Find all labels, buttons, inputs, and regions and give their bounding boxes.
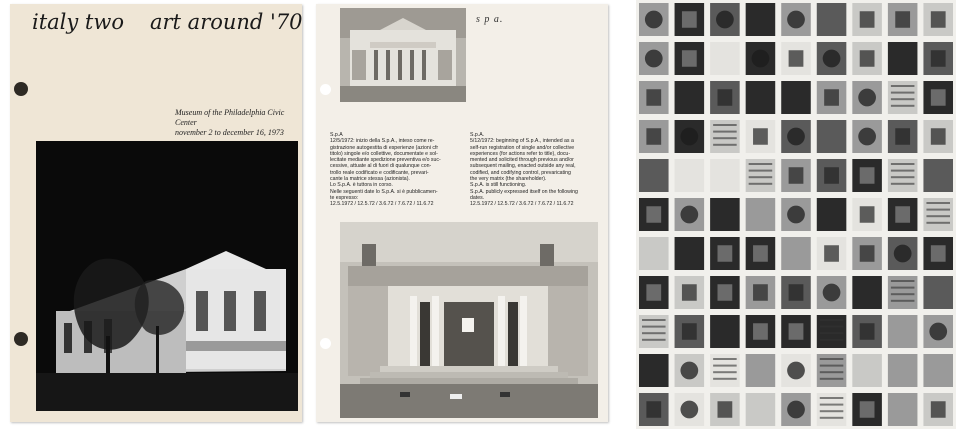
italian-text-column [330, 132, 458, 208]
artwork-thumbnail [675, 237, 705, 270]
artwork-thumbnail [923, 237, 953, 270]
text-line: S.p.A. is still functioning. [470, 182, 527, 189]
cover-info-line: Center [175, 118, 197, 127]
artwork-thumbnail [781, 354, 811, 387]
artwork-thumbnail [639, 42, 669, 75]
text-line: 12.5.1972 / 12.5.72 / 3.6.72 / 7.6.72 / 11.6.72 [470, 201, 574, 208]
artwork-thumbnail [817, 159, 847, 192]
text-line: mented and solicited through previous and/or [470, 157, 574, 164]
artwork-thumbnail [781, 120, 811, 153]
text-line: Nelle seguenti date lo S.p.A. si è pubblicamen- [330, 188, 438, 195]
text-line: 5/12/1972: beginning of S.p.A., intended as a [470, 138, 574, 145]
artwork-thumbnail [888, 120, 918, 153]
artwork-thumbnail [923, 276, 953, 309]
artwork-thumbnail [923, 81, 953, 114]
artwork-thumbnail [888, 81, 918, 114]
artwork-thumbnail [639, 276, 669, 309]
artwork-thumbnail [710, 3, 740, 36]
artwork-thumbnail [888, 315, 918, 348]
artwork-thumbnail [817, 120, 847, 153]
cover-title-left: italy two [32, 10, 124, 34]
artwork-thumbnail [639, 3, 669, 36]
artwork-thumbnail [639, 159, 669, 192]
page-header: s p a. [476, 14, 504, 25]
text-line: subsequent mailing, enacted outside any real, [470, 163, 576, 170]
artwork-thumbnail [710, 315, 740, 348]
artwork-thumbnail [817, 315, 847, 348]
artwork-thumbnail [888, 276, 918, 309]
building-photo-large [340, 222, 598, 418]
artwork-thumbnail [923, 120, 953, 153]
artwork-thumbnail [923, 42, 953, 75]
artwork-thumbnail [852, 354, 882, 387]
artwork-thumbnail [675, 120, 705, 153]
artwork-thumbnail [746, 354, 776, 387]
artwork-thumbnail [852, 159, 882, 192]
text-line: titolo) singole e/o collettive, documentate e sol- [330, 150, 438, 157]
text-line: gistrazione autogestita di esperienze (azioni cfr [330, 144, 439, 151]
artwork-thumbnail [675, 3, 705, 36]
artwork-thumbnail [817, 198, 847, 231]
artwork-thumbnail [923, 315, 953, 348]
artwork-thumbnail [710, 198, 740, 231]
text-line: S.p.A [330, 132, 343, 138]
text-line: cessive, attuate al di fuori di qualunque con- [330, 163, 432, 170]
text-line: dates. [470, 194, 485, 201]
artwork-thumbnail [675, 42, 705, 75]
artwork-thumbnail [888, 159, 918, 192]
artwork-thumbnail [852, 81, 882, 114]
artwork-thumbnail [675, 159, 705, 192]
cover-museum-night-photo [36, 141, 298, 411]
text-line: lecitate mediante spedizione preventiva e/o suc- [330, 157, 441, 164]
artwork-thumbnail [746, 237, 776, 270]
thumbnail-grid-svg [636, 0, 956, 429]
artwork-thumbnail [781, 198, 811, 231]
artwork-thumbnail [639, 354, 669, 387]
artwork-thumbnail [781, 237, 811, 270]
artwork-thumbnail [817, 3, 847, 36]
text-line: self-run registration of single and/or collective [470, 144, 575, 151]
artwork-thumbnail [817, 237, 847, 270]
artwork-thumbnail [710, 81, 740, 114]
artwork-thumbnail [710, 354, 740, 387]
artwork-thumbnail [888, 198, 918, 231]
artwork-thumbnail [675, 276, 705, 309]
text-line: trollo reale codificato e codificante, prevari- [330, 169, 429, 176]
artwork-thumbnail [923, 159, 953, 192]
artwork-thumbnail [852, 276, 882, 309]
artwork-thumbnail [639, 81, 669, 114]
artwork-thumbnail [817, 81, 847, 114]
artwork-thumbnail [852, 393, 882, 426]
artwork-thumbnail [852, 3, 882, 36]
artwork-thumbnail [710, 237, 740, 270]
cover-info-line: november 2 to december 16, 1973 [175, 128, 284, 137]
artwork-thumbnail [639, 393, 669, 426]
text-line: te espresso: [330, 194, 359, 201]
cover-title-right: art around '70 [150, 10, 303, 34]
artwork-thumbnail [781, 315, 811, 348]
artwork-thumbnail [746, 315, 776, 348]
artwork-thumbnail [888, 3, 918, 36]
artwork-thumbnail-grid [636, 0, 956, 429]
text-line: S.p.A. publicly expressed itself on the following [470, 188, 578, 195]
artwork-thumbnail [710, 393, 740, 426]
artwork-thumbnail [852, 315, 882, 348]
artwork-thumbnail [888, 42, 918, 75]
text-line: Lo S.p.A. è tuttora in corso. [330, 182, 393, 189]
artwork-thumbnail [923, 393, 953, 426]
artwork-thumbnail [781, 159, 811, 192]
artwork-thumbnail [852, 198, 882, 231]
binder-hole [14, 82, 28, 96]
building-photo-small [340, 8, 466, 102]
artwork-thumbnail [710, 159, 740, 192]
artwork-thumbnail [817, 393, 847, 426]
artwork-thumbnail [746, 393, 776, 426]
catalog-cover [10, 4, 302, 422]
artwork-thumbnail [746, 3, 776, 36]
text-line: S.p.A. [470, 132, 485, 138]
artwork-thumbnail [888, 237, 918, 270]
artwork-thumbnail [639, 198, 669, 231]
text-line: codified, and codifying control, prevaricating [470, 169, 571, 176]
artwork-thumbnail [852, 42, 882, 75]
artwork-thumbnail [746, 159, 776, 192]
artwork-thumbnail [675, 315, 705, 348]
artwork-thumbnail [746, 42, 776, 75]
text-line: 12.5.1972 / 12.5.72 / 3.6.72 / 7.6.72 / 11.6.72 [330, 201, 434, 208]
binder-hole [14, 332, 28, 346]
cover-exhibition-info [175, 108, 300, 138]
artwork-thumbnail [746, 276, 776, 309]
text-line: the very matrix (the shareholder). [470, 176, 547, 183]
artwork-thumbnail [710, 120, 740, 153]
artwork-thumbnail [923, 3, 953, 36]
text-line: experiences (for actions refer to title), docu- [470, 150, 571, 157]
cover-info-line: Museum of the Philadelphia Civic [175, 108, 285, 117]
artwork-thumbnail [675, 393, 705, 426]
artwork-thumbnail [817, 276, 847, 309]
artwork-thumbnail [852, 237, 882, 270]
catalog-inner-page [316, 4, 608, 422]
artwork-thumbnail [710, 42, 740, 75]
artwork-thumbnail [746, 198, 776, 231]
text-line: cante la matrice stessa (azionista). [330, 176, 410, 183]
artwork-thumbnail [852, 120, 882, 153]
artwork-thumbnail [781, 276, 811, 309]
artwork-thumbnail [675, 354, 705, 387]
artwork-thumbnail [746, 120, 776, 153]
artwork-thumbnail [639, 237, 669, 270]
artwork-thumbnail [888, 354, 918, 387]
artwork-thumbnail [639, 120, 669, 153]
artwork-thumbnail [923, 354, 953, 387]
artwork-thumbnail [888, 393, 918, 426]
artwork-thumbnail [746, 81, 776, 114]
artwork-thumbnail [817, 354, 847, 387]
artwork-thumbnail [781, 393, 811, 426]
artwork-thumbnail [675, 81, 705, 114]
artwork-thumbnail [781, 81, 811, 114]
text-line: 12/5/1972: inizio della S.p.A., inteso come re- [330, 138, 435, 145]
artwork-thumbnail [675, 198, 705, 231]
artwork-thumbnail [710, 276, 740, 309]
binder-hole [320, 338, 331, 349]
binder-hole [320, 84, 331, 95]
artwork-thumbnail [781, 42, 811, 75]
artwork-thumbnail [817, 42, 847, 75]
english-text-column [470, 132, 598, 208]
artwork-thumbnail [923, 198, 953, 231]
artwork-thumbnail [781, 3, 811, 36]
artwork-thumbnail [639, 315, 669, 348]
